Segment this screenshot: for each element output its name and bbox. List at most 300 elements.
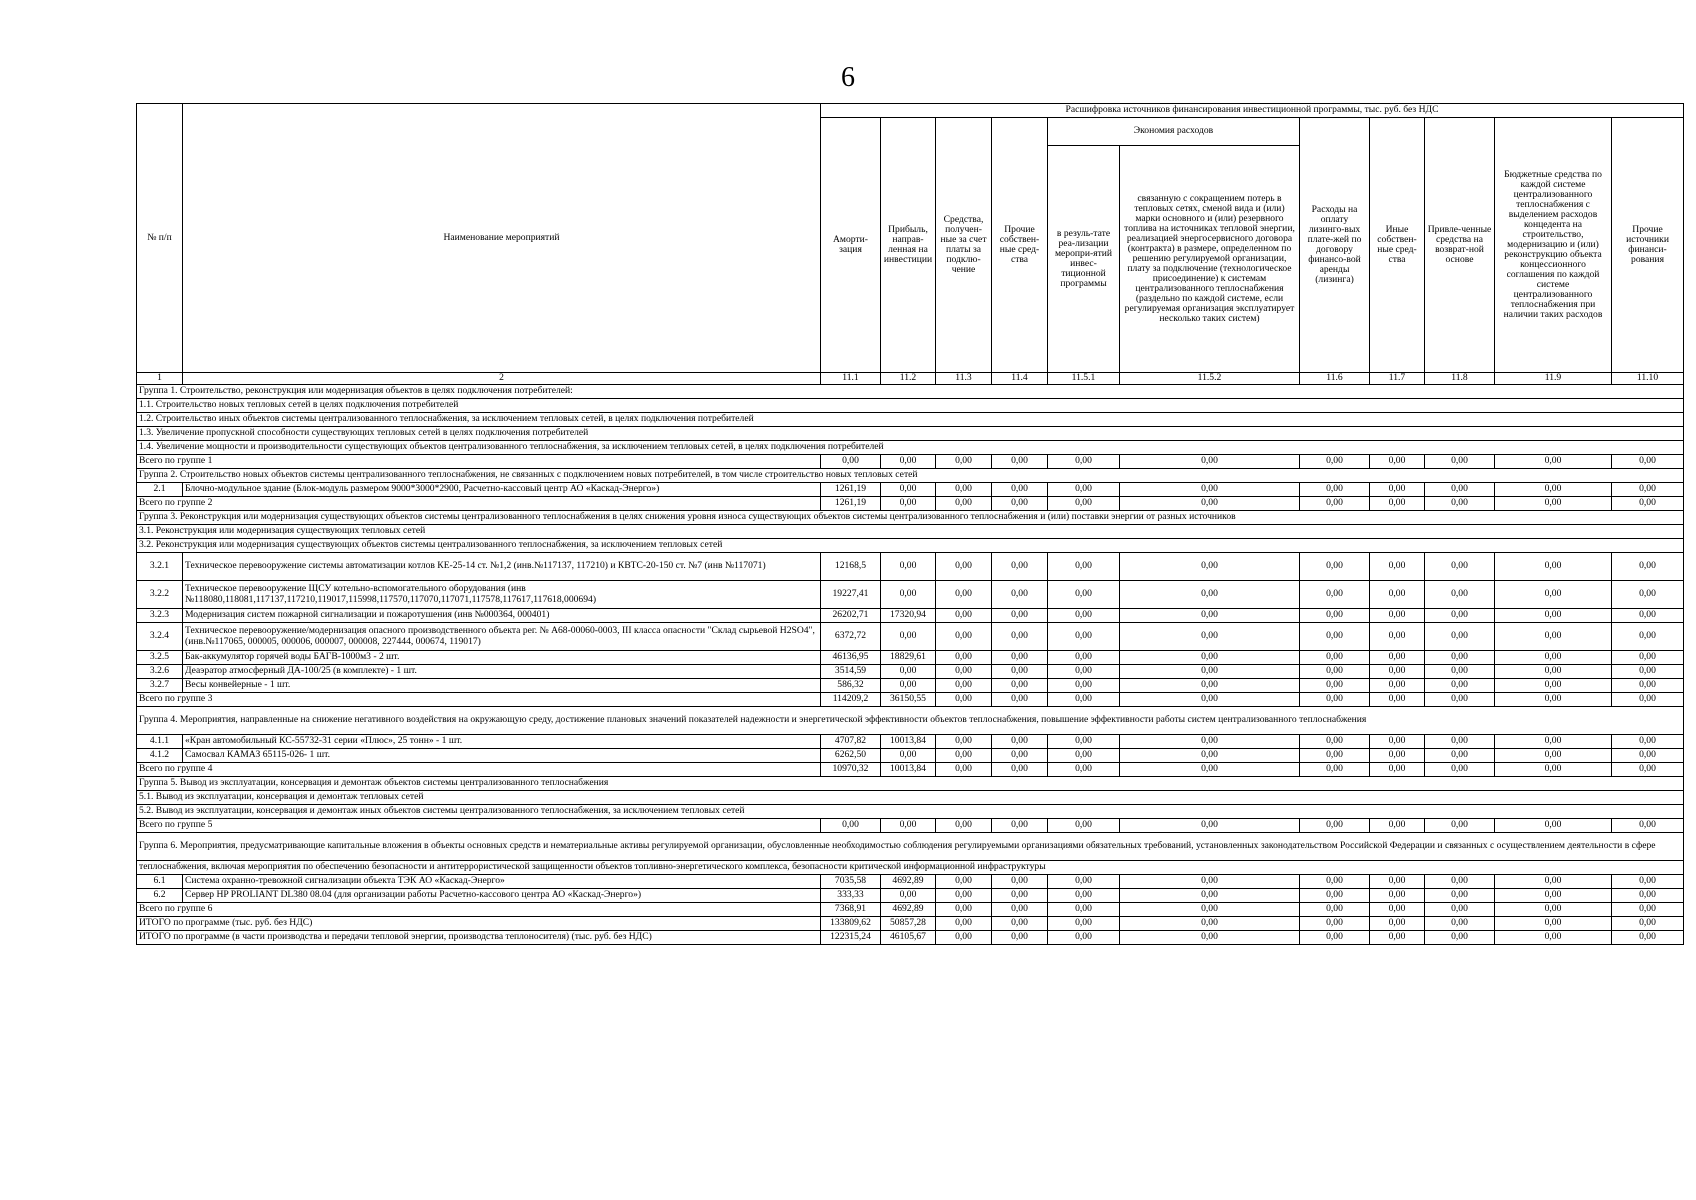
value-cell: 0,00 bbox=[1425, 553, 1495, 581]
section-title: Группа 2. Строительство новых объектов системы централизованного теплоснабжения, не связанных с подключением новых потребителей, в том числе строительство новых тепловых сетей bbox=[137, 469, 1684, 483]
section-row bbox=[137, 427, 1684, 441]
value-cell: 122315,24 bbox=[821, 931, 881, 945]
section-row bbox=[137, 539, 1684, 553]
section-row bbox=[137, 441, 1684, 455]
value-cell: 0,00 bbox=[1495, 665, 1612, 679]
value-cell: 0,00 bbox=[1048, 931, 1120, 945]
value-cell: 0,00 bbox=[1612, 497, 1684, 511]
value-cell: 0,00 bbox=[1612, 483, 1684, 497]
value-cell: 0,00 bbox=[1425, 455, 1495, 469]
value-cell: 0,00 bbox=[1425, 623, 1495, 651]
value-cell: 0,00 bbox=[992, 679, 1048, 693]
value-cell: 0,00 bbox=[1612, 665, 1684, 679]
item-name: Модернизация систем пожарной сигнализации и пожаротушения (инв №000364, 000401) bbox=[183, 609, 821, 623]
value-cell: 0,00 bbox=[1300, 553, 1370, 581]
section-title: 1.1. Строительство новых тепловых сетей в целях подключения потребителей bbox=[137, 399, 1684, 413]
value-cell: 0,00 bbox=[936, 651, 992, 665]
value-cell: 0,00 bbox=[1612, 735, 1684, 749]
value-cell: 0,00 bbox=[936, 553, 992, 581]
value-cell: 0,00 bbox=[936, 623, 992, 651]
item-row bbox=[137, 889, 1684, 903]
item-name: Деаэратор атмосферный ДА-100/25 (в комплекте) - 1 шт. bbox=[183, 665, 821, 679]
value-cell: 333,33 bbox=[821, 889, 881, 903]
value-cell: 0,00 bbox=[1048, 819, 1120, 833]
value-cell: 0,00 bbox=[936, 889, 992, 903]
item-name: Техническое перевооружение системы автоматизации котлов КЕ-25-14 ст. №1,2 (инв.№117137, 117210) и КВТС-20-150 ст. №7 (инв №117071) bbox=[183, 553, 821, 581]
value-cell: 0,00 bbox=[1612, 553, 1684, 581]
value-cell: 0,00 bbox=[1612, 819, 1684, 833]
item-row bbox=[137, 875, 1684, 889]
value-cell: 36150,55 bbox=[881, 693, 936, 707]
total-row bbox=[137, 917, 1684, 931]
header-economy-program: в резуль-тате реа-лизации меропри-ятий инвес-тиционной программы bbox=[1048, 146, 1120, 373]
value-cell: 0,00 bbox=[992, 917, 1048, 931]
value-cell: 0,00 bbox=[936, 497, 992, 511]
value-cell: 0,00 bbox=[1612, 679, 1684, 693]
value-cell: 0,00 bbox=[1048, 917, 1120, 931]
financing-table bbox=[136, 103, 1684, 945]
section-row bbox=[137, 385, 1684, 399]
header-amortization: Аморти-зация bbox=[821, 118, 881, 373]
section-title: 1.4. Увеличение мощности и производительности существующих объектов централизованного теплоснабжения, за исключением тепловых сетей, в целях подключения потребителей bbox=[137, 441, 1684, 455]
value-cell: 0,00 bbox=[1300, 749, 1370, 763]
value-cell: 0,00 bbox=[1300, 875, 1370, 889]
value-cell: 0,00 bbox=[1048, 749, 1120, 763]
value-cell: 0,00 bbox=[936, 679, 992, 693]
item-row bbox=[137, 609, 1684, 623]
value-cell: 0,00 bbox=[821, 455, 881, 469]
value-cell: 0,00 bbox=[1300, 903, 1370, 917]
value-cell: 0,00 bbox=[1612, 875, 1684, 889]
header-profit: Прибыль, направ-ленная на инвестиции bbox=[881, 118, 936, 373]
total-label: ИТОГО по программе (в части производства и передачи тепловой энергии, производства теплоносителя) (тыс. руб. без НДС) bbox=[137, 931, 821, 945]
value-cell: 0,00 bbox=[992, 763, 1048, 777]
value-cell: 0,00 bbox=[881, 889, 936, 903]
value-cell: 0,00 bbox=[1120, 665, 1300, 679]
value-cell: 0,00 bbox=[1425, 581, 1495, 609]
item-number: 4.1.1 bbox=[137, 735, 183, 749]
value-cell: 0,00 bbox=[1612, 581, 1684, 609]
value-cell: 0,00 bbox=[1425, 483, 1495, 497]
header-economy-losses: связанную с сокращением потерь в тепловых сетях, сменой вида и (или) марки основного и (или) резервного топлива на источниках тепловой энергии, реализацией энергосервисного договора (контракта) в размере, определенном по решению регулируемой организации, плату за подключение (технологическое присоединение) к системам централизованного теплоснабжения (раздельно по каждой системе, если регулируемая организация эксплуатирует несколько таких систем) bbox=[1120, 146, 1300, 373]
section-title: Группа 3. Реконструкция или модернизация существующих объектов системы централизованного теплоснабжения в целях снижения уровня износа существующих объектов системы централизованного теплоснабжения и (или) поставки энергии от разных источников bbox=[137, 511, 1684, 525]
item-number: 6.1 bbox=[137, 875, 183, 889]
item-name: Самосвал КАМАЗ 65115-026- 1 шт. bbox=[183, 749, 821, 763]
value-cell: 0,00 bbox=[936, 819, 992, 833]
header-leasing: Расходы на оплату лизинго-вых плате-жей по договору финансо-вой аренды (лизинга) bbox=[1300, 118, 1370, 373]
value-cell: 0,00 bbox=[936, 917, 992, 931]
value-cell: 0,00 bbox=[1300, 609, 1370, 623]
value-cell: 3514,59 bbox=[821, 665, 881, 679]
value-cell: 0,00 bbox=[1300, 665, 1370, 679]
value-cell: 0,00 bbox=[1300, 497, 1370, 511]
value-cell: 19227,41 bbox=[821, 581, 881, 609]
total-label: Всего по группе 4 bbox=[137, 763, 821, 777]
value-cell: 0,00 bbox=[1120, 609, 1300, 623]
value-cell: 0,00 bbox=[1612, 917, 1684, 931]
value-cell: 0,00 bbox=[992, 483, 1048, 497]
column-number-cell: 11.5.1 bbox=[1048, 373, 1120, 385]
value-cell: 10970,32 bbox=[821, 763, 881, 777]
section-row bbox=[137, 413, 1684, 427]
value-cell: 0,00 bbox=[1120, 749, 1300, 763]
value-cell: 0,00 bbox=[1300, 917, 1370, 931]
value-cell: 0,00 bbox=[1495, 763, 1612, 777]
value-cell: 12168,5 bbox=[821, 553, 881, 581]
item-row bbox=[137, 623, 1684, 651]
value-cell: 0,00 bbox=[881, 581, 936, 609]
value-cell: 0,00 bbox=[1370, 665, 1425, 679]
value-cell: 0,00 bbox=[936, 483, 992, 497]
section-title: Группа 5. Вывод из эксплуатации, консервация и демонтаж объектов системы централизованного теплоснабжения bbox=[137, 777, 1684, 791]
value-cell: 0,00 bbox=[1370, 763, 1425, 777]
value-cell: 7035,58 bbox=[821, 875, 881, 889]
value-cell: 0,00 bbox=[992, 581, 1048, 609]
value-cell: 0,00 bbox=[1425, 819, 1495, 833]
item-row bbox=[137, 749, 1684, 763]
value-cell: 0,00 bbox=[881, 819, 936, 833]
column-number-cell: 11.5.2 bbox=[1120, 373, 1300, 385]
value-cell: 0,00 bbox=[1370, 609, 1425, 623]
value-cell: 0,00 bbox=[1370, 455, 1425, 469]
total-row bbox=[137, 903, 1684, 917]
value-cell: 46136,95 bbox=[821, 651, 881, 665]
value-cell: 0,00 bbox=[1612, 609, 1684, 623]
section-row bbox=[137, 469, 1684, 483]
total-label: Всего по группе 5 bbox=[137, 819, 821, 833]
item-name: «Кран автомобильный КС-55732-31 серии «Плюс», 25 тонн» - 1 шт. bbox=[183, 735, 821, 749]
total-label: Всего по группе 6 bbox=[137, 903, 821, 917]
value-cell: 0,00 bbox=[881, 455, 936, 469]
value-cell: 0,00 bbox=[1048, 623, 1120, 651]
item-name: Техническое перевооружение/модернизация опасного производственного объекта рег. № А68-00060-0003, III класса опасности "Склад сырьевой H2SO4", (инв.№117065, 000005, 000006, 000007, 000008, 227444, 000674, 119017) bbox=[183, 623, 821, 651]
value-cell: 0,00 bbox=[1120, 735, 1300, 749]
value-cell: 0,00 bbox=[1612, 651, 1684, 665]
value-cell: 0,00 bbox=[1370, 875, 1425, 889]
section-title: Группа 4. Мероприятия, направленные на снижение негативного воздействия на окружающую среду, достижение плановых значений показателей надежности и энергетической эффективности объектов теплоснабжения, повышение эффективности работы систем централизованного теплоснабжения bbox=[137, 707, 1684, 735]
section-title: 1.2. Строительство иных объектов системы централизованного теплоснабжения, за исключением тепловых сетей, в целях подключения потребителей bbox=[137, 413, 1684, 427]
section-title: Группа 1. Строительство, реконструкция или модернизация объектов в целях подключения потребителей: bbox=[137, 385, 1684, 399]
section-title: теплоснабжения, включая мероприятия по обеспечению безопасности и антитеррористической защищенности объектов топливно-энергетического комплекса, безопасности критической информационной инфраструктуры bbox=[137, 861, 1684, 875]
section-title: 5.2. Вывод из эксплуатации, консервация и демонтаж иных объектов системы централизованного теплоснабжения, за исключением тепловых сетей bbox=[137, 805, 1684, 819]
value-cell: 0,00 bbox=[1425, 903, 1495, 917]
value-cell: 0,00 bbox=[1612, 693, 1684, 707]
section-row bbox=[137, 525, 1684, 539]
item-row bbox=[137, 553, 1684, 581]
value-cell: 0,00 bbox=[1120, 763, 1300, 777]
value-cell: 0,00 bbox=[992, 651, 1048, 665]
header-other-own-funds: Иные собствен-ные сред-ства bbox=[1370, 118, 1425, 373]
item-name: Техническое перевооружение ЩСУ котельно-вспомогательного оборудования (инв №118080,118081,117137,117210,119017,115998,117570,117070,117071,117578,117617,117618,000694) bbox=[183, 581, 821, 609]
value-cell: 0,00 bbox=[992, 749, 1048, 763]
section-row bbox=[137, 805, 1684, 819]
value-cell: 0,00 bbox=[1300, 763, 1370, 777]
item-row bbox=[137, 735, 1684, 749]
item-number: 3.2.4 bbox=[137, 623, 183, 651]
value-cell: 0,00 bbox=[1612, 903, 1684, 917]
value-cell: 0,00 bbox=[1495, 623, 1612, 651]
value-cell: 0,00 bbox=[1300, 735, 1370, 749]
value-cell: 0,00 bbox=[1370, 483, 1425, 497]
value-cell: 0,00 bbox=[1120, 497, 1300, 511]
value-cell: 0,00 bbox=[1048, 581, 1120, 609]
value-cell: 0,00 bbox=[881, 623, 936, 651]
value-cell: 0,00 bbox=[936, 763, 992, 777]
value-cell: 0,00 bbox=[1370, 917, 1425, 931]
column-number-cell: 11.7 bbox=[1370, 373, 1425, 385]
value-cell: 0,00 bbox=[1370, 931, 1425, 945]
value-cell: 0,00 bbox=[1048, 483, 1120, 497]
column-number-cell: 1 bbox=[137, 373, 183, 385]
value-cell: 1261,19 bbox=[821, 497, 881, 511]
value-cell: 0,00 bbox=[1495, 875, 1612, 889]
value-cell: 0,00 bbox=[881, 553, 936, 581]
total-label: ИТОГО по программе (тыс. руб. без НДС) bbox=[137, 917, 821, 931]
value-cell: 114209,2 bbox=[821, 693, 881, 707]
section-title: 3.1. Реконструкция или модернизация существующих тепловых сетей bbox=[137, 525, 1684, 539]
value-cell: 0,00 bbox=[1120, 581, 1300, 609]
value-cell: 1261,19 bbox=[821, 483, 881, 497]
value-cell: 0,00 bbox=[1120, 455, 1300, 469]
value-cell: 0,00 bbox=[1370, 497, 1425, 511]
value-cell: 0,00 bbox=[1048, 763, 1120, 777]
value-cell: 0,00 bbox=[1048, 889, 1120, 903]
value-cell: 0,00 bbox=[1612, 763, 1684, 777]
item-name: Весы конвейерные - 1 шт. bbox=[183, 679, 821, 693]
item-name: Блочно-модульное здание (Блок-модуль размером 9000*3000*2900, Расчетно-кассовый центр АО «Каскад-Энерго») bbox=[183, 483, 821, 497]
item-number: 3.2.7 bbox=[137, 679, 183, 693]
value-cell: 6262,50 bbox=[821, 749, 881, 763]
value-cell: 0,00 bbox=[1370, 819, 1425, 833]
section-row bbox=[137, 707, 1684, 735]
value-cell: 0,00 bbox=[1048, 651, 1120, 665]
value-cell: 0,00 bbox=[936, 903, 992, 917]
header-economy: Экономия расходов bbox=[1048, 118, 1300, 146]
value-cell: 0,00 bbox=[881, 483, 936, 497]
value-cell: 0,00 bbox=[1120, 651, 1300, 665]
value-cell: 6372,72 bbox=[821, 623, 881, 651]
value-cell: 0,00 bbox=[1048, 665, 1120, 679]
total-row bbox=[137, 693, 1684, 707]
column-number-cell: 11.3 bbox=[936, 373, 992, 385]
value-cell: 0,00 bbox=[1300, 455, 1370, 469]
value-cell: 0,00 bbox=[1495, 651, 1612, 665]
value-cell: 4707,82 bbox=[821, 735, 881, 749]
value-cell: 0,00 bbox=[1425, 763, 1495, 777]
value-cell: 0,00 bbox=[1300, 483, 1370, 497]
item-row bbox=[137, 581, 1684, 609]
value-cell: 0,00 bbox=[992, 497, 1048, 511]
value-cell: 0,00 bbox=[1425, 735, 1495, 749]
value-cell: 0,00 bbox=[936, 581, 992, 609]
value-cell: 0,00 bbox=[992, 623, 1048, 651]
item-name: Бак-аккумулятор горячей воды БАГВ-1000м3 - 2 шт. bbox=[183, 651, 821, 665]
value-cell: 0,00 bbox=[1048, 609, 1120, 623]
value-cell: 0,00 bbox=[1048, 497, 1120, 511]
header-num: № п/п bbox=[137, 104, 183, 373]
item-number: 2.1 bbox=[137, 483, 183, 497]
value-cell: 0,00 bbox=[1612, 623, 1684, 651]
value-cell: 0,00 bbox=[1425, 889, 1495, 903]
value-cell: 0,00 bbox=[881, 497, 936, 511]
section-row bbox=[137, 511, 1684, 525]
value-cell: 0,00 bbox=[1120, 553, 1300, 581]
item-number: 3.2.2 bbox=[137, 581, 183, 609]
value-cell: 0,00 bbox=[1495, 497, 1612, 511]
column-number-cell: 2 bbox=[183, 373, 821, 385]
value-cell: 0,00 bbox=[936, 693, 992, 707]
value-cell: 0,00 bbox=[1300, 679, 1370, 693]
value-cell: 0,00 bbox=[936, 749, 992, 763]
total-label: Всего по группе 3 bbox=[137, 693, 821, 707]
value-cell: 0,00 bbox=[1495, 609, 1612, 623]
value-cell: 0,00 bbox=[992, 609, 1048, 623]
item-row bbox=[137, 651, 1684, 665]
value-cell: 0,00 bbox=[992, 735, 1048, 749]
value-cell: 0,00 bbox=[881, 665, 936, 679]
column-number-cell: 11.6 bbox=[1300, 373, 1370, 385]
column-number-cell: 11.2 bbox=[881, 373, 936, 385]
total-label: Всего по группе 2 bbox=[137, 497, 821, 511]
value-cell: 0,00 bbox=[1370, 581, 1425, 609]
value-cell: 0,00 bbox=[1495, 455, 1612, 469]
value-cell: 46105,67 bbox=[881, 931, 936, 945]
value-cell: 0,00 bbox=[992, 889, 1048, 903]
section-row bbox=[137, 791, 1684, 805]
value-cell: 0,00 bbox=[992, 875, 1048, 889]
header-other-own: Прочие собствен-ные сред-ства bbox=[992, 118, 1048, 373]
value-cell: 0,00 bbox=[1048, 679, 1120, 693]
value-cell: 0,00 bbox=[992, 455, 1048, 469]
value-cell: 0,00 bbox=[936, 665, 992, 679]
value-cell: 0,00 bbox=[936, 931, 992, 945]
value-cell: 0,00 bbox=[1495, 749, 1612, 763]
value-cell: 0,00 bbox=[881, 749, 936, 763]
item-number: 3.2.1 bbox=[137, 553, 183, 581]
value-cell: 0,00 bbox=[992, 553, 1048, 581]
total-label: Всего по группе 1 bbox=[137, 455, 821, 469]
header-other-sources: Прочие источники финанси-рования bbox=[1612, 118, 1684, 373]
item-row bbox=[137, 665, 1684, 679]
value-cell: 17320,94 bbox=[881, 609, 936, 623]
value-cell: 10013,84 bbox=[881, 735, 936, 749]
value-cell: 0,00 bbox=[1370, 553, 1425, 581]
value-cell: 0,00 bbox=[1370, 679, 1425, 693]
item-row bbox=[137, 679, 1684, 693]
value-cell: 0,00 bbox=[1120, 483, 1300, 497]
value-cell: 0,00 bbox=[1495, 819, 1612, 833]
total-row bbox=[137, 931, 1684, 945]
value-cell: 0,00 bbox=[992, 903, 1048, 917]
item-row bbox=[137, 483, 1684, 497]
total-row bbox=[137, 763, 1684, 777]
value-cell: 586,32 bbox=[821, 679, 881, 693]
value-cell: 0,00 bbox=[1370, 735, 1425, 749]
value-cell: 0,00 bbox=[821, 819, 881, 833]
section-title: 3.2. Реконструкция или модернизация существующих объектов системы централизованного теплоснабжения, за исключением тепловых сетей bbox=[137, 539, 1684, 553]
section-title: Группа 6. Мероприятия, предусматривающие капитальные вложения в объекты основных средств и нематериальные активы регулируемой организации, обусловленные необходимостью соблюдения регулируемыми организациями обязательных требований, установленных законодательством Российской Федерации и связанных с осуществлением деятельности в сфере bbox=[137, 833, 1684, 861]
value-cell: 0,00 bbox=[1425, 497, 1495, 511]
value-cell: 0,00 bbox=[992, 665, 1048, 679]
value-cell: 0,00 bbox=[1120, 931, 1300, 945]
value-cell: 0,00 bbox=[1612, 931, 1684, 945]
value-cell: 0,00 bbox=[1425, 931, 1495, 945]
value-cell: 0,00 bbox=[1120, 819, 1300, 833]
value-cell: 26202,71 bbox=[821, 609, 881, 623]
value-cell: 4692,89 bbox=[881, 875, 936, 889]
value-cell: 0,00 bbox=[1370, 623, 1425, 651]
value-cell: 0,00 bbox=[1370, 903, 1425, 917]
value-cell: 0,00 bbox=[1370, 651, 1425, 665]
value-cell: 0,00 bbox=[1300, 931, 1370, 945]
value-cell: 0,00 bbox=[1612, 455, 1684, 469]
column-number-cell: 11.10 bbox=[1612, 373, 1684, 385]
value-cell: 0,00 bbox=[1048, 903, 1120, 917]
value-cell: 0,00 bbox=[1300, 651, 1370, 665]
value-cell: 0,00 bbox=[1425, 651, 1495, 665]
value-cell: 0,00 bbox=[1300, 819, 1370, 833]
item-number: 3.2.5 bbox=[137, 651, 183, 665]
value-cell: 0,00 bbox=[1120, 875, 1300, 889]
value-cell: 0,00 bbox=[992, 693, 1048, 707]
value-cell: 0,00 bbox=[1300, 581, 1370, 609]
page-number: 6 bbox=[841, 62, 855, 93]
value-cell: 133809,62 bbox=[821, 917, 881, 931]
value-cell: 0,00 bbox=[1048, 875, 1120, 889]
value-cell: 0,00 bbox=[1425, 693, 1495, 707]
total-row bbox=[137, 455, 1684, 469]
value-cell: 0,00 bbox=[1300, 693, 1370, 707]
value-cell: 0,00 bbox=[1495, 903, 1612, 917]
section-row bbox=[137, 833, 1684, 861]
value-cell: 0,00 bbox=[1425, 679, 1495, 693]
value-cell: 0,00 bbox=[1495, 735, 1612, 749]
value-cell: 0,00 bbox=[1495, 693, 1612, 707]
value-cell: 0,00 bbox=[992, 931, 1048, 945]
value-cell: 0,00 bbox=[1425, 609, 1495, 623]
section-title: 5.1. Вывод из эксплуатации, консервация и демонтаж тепловых сетей bbox=[137, 791, 1684, 805]
value-cell: 0,00 bbox=[1048, 455, 1120, 469]
value-cell: 4692,89 bbox=[881, 903, 936, 917]
total-row bbox=[137, 497, 1684, 511]
value-cell: 0,00 bbox=[936, 609, 992, 623]
header-borrowed: Привле-ченные средства на возврат-ной основе bbox=[1425, 118, 1495, 373]
value-cell: 0,00 bbox=[1120, 623, 1300, 651]
value-cell: 0,00 bbox=[1495, 679, 1612, 693]
value-cell: 0,00 bbox=[1495, 917, 1612, 931]
value-cell: 10013,84 bbox=[881, 763, 936, 777]
value-cell: 7368,91 bbox=[821, 903, 881, 917]
value-cell: 0,00 bbox=[1370, 889, 1425, 903]
value-cell: 0,00 bbox=[1300, 889, 1370, 903]
value-cell: 0,00 bbox=[1120, 889, 1300, 903]
item-name: Система охранно-тревожной сигнализации объекта ТЭК АО «Каскад-Энерго» bbox=[183, 875, 821, 889]
value-cell: 18829,61 bbox=[881, 651, 936, 665]
header-connection-fee: Средства, получен-ные за счет платы за подклю-чение bbox=[936, 118, 992, 373]
section-row bbox=[137, 777, 1684, 791]
value-cell: 0,00 bbox=[1495, 931, 1612, 945]
value-cell: 0,00 bbox=[1425, 875, 1495, 889]
value-cell: 0,00 bbox=[1495, 483, 1612, 497]
column-number-cell: 11.8 bbox=[1425, 373, 1495, 385]
value-cell: 0,00 bbox=[1425, 749, 1495, 763]
value-cell: 0,00 bbox=[992, 819, 1048, 833]
value-cell: 0,00 bbox=[936, 455, 992, 469]
value-cell: 0,00 bbox=[1120, 903, 1300, 917]
item-number: 3.2.6 bbox=[137, 665, 183, 679]
value-cell: 0,00 bbox=[1495, 553, 1612, 581]
header-name: Наименование мероприятий bbox=[183, 104, 821, 373]
